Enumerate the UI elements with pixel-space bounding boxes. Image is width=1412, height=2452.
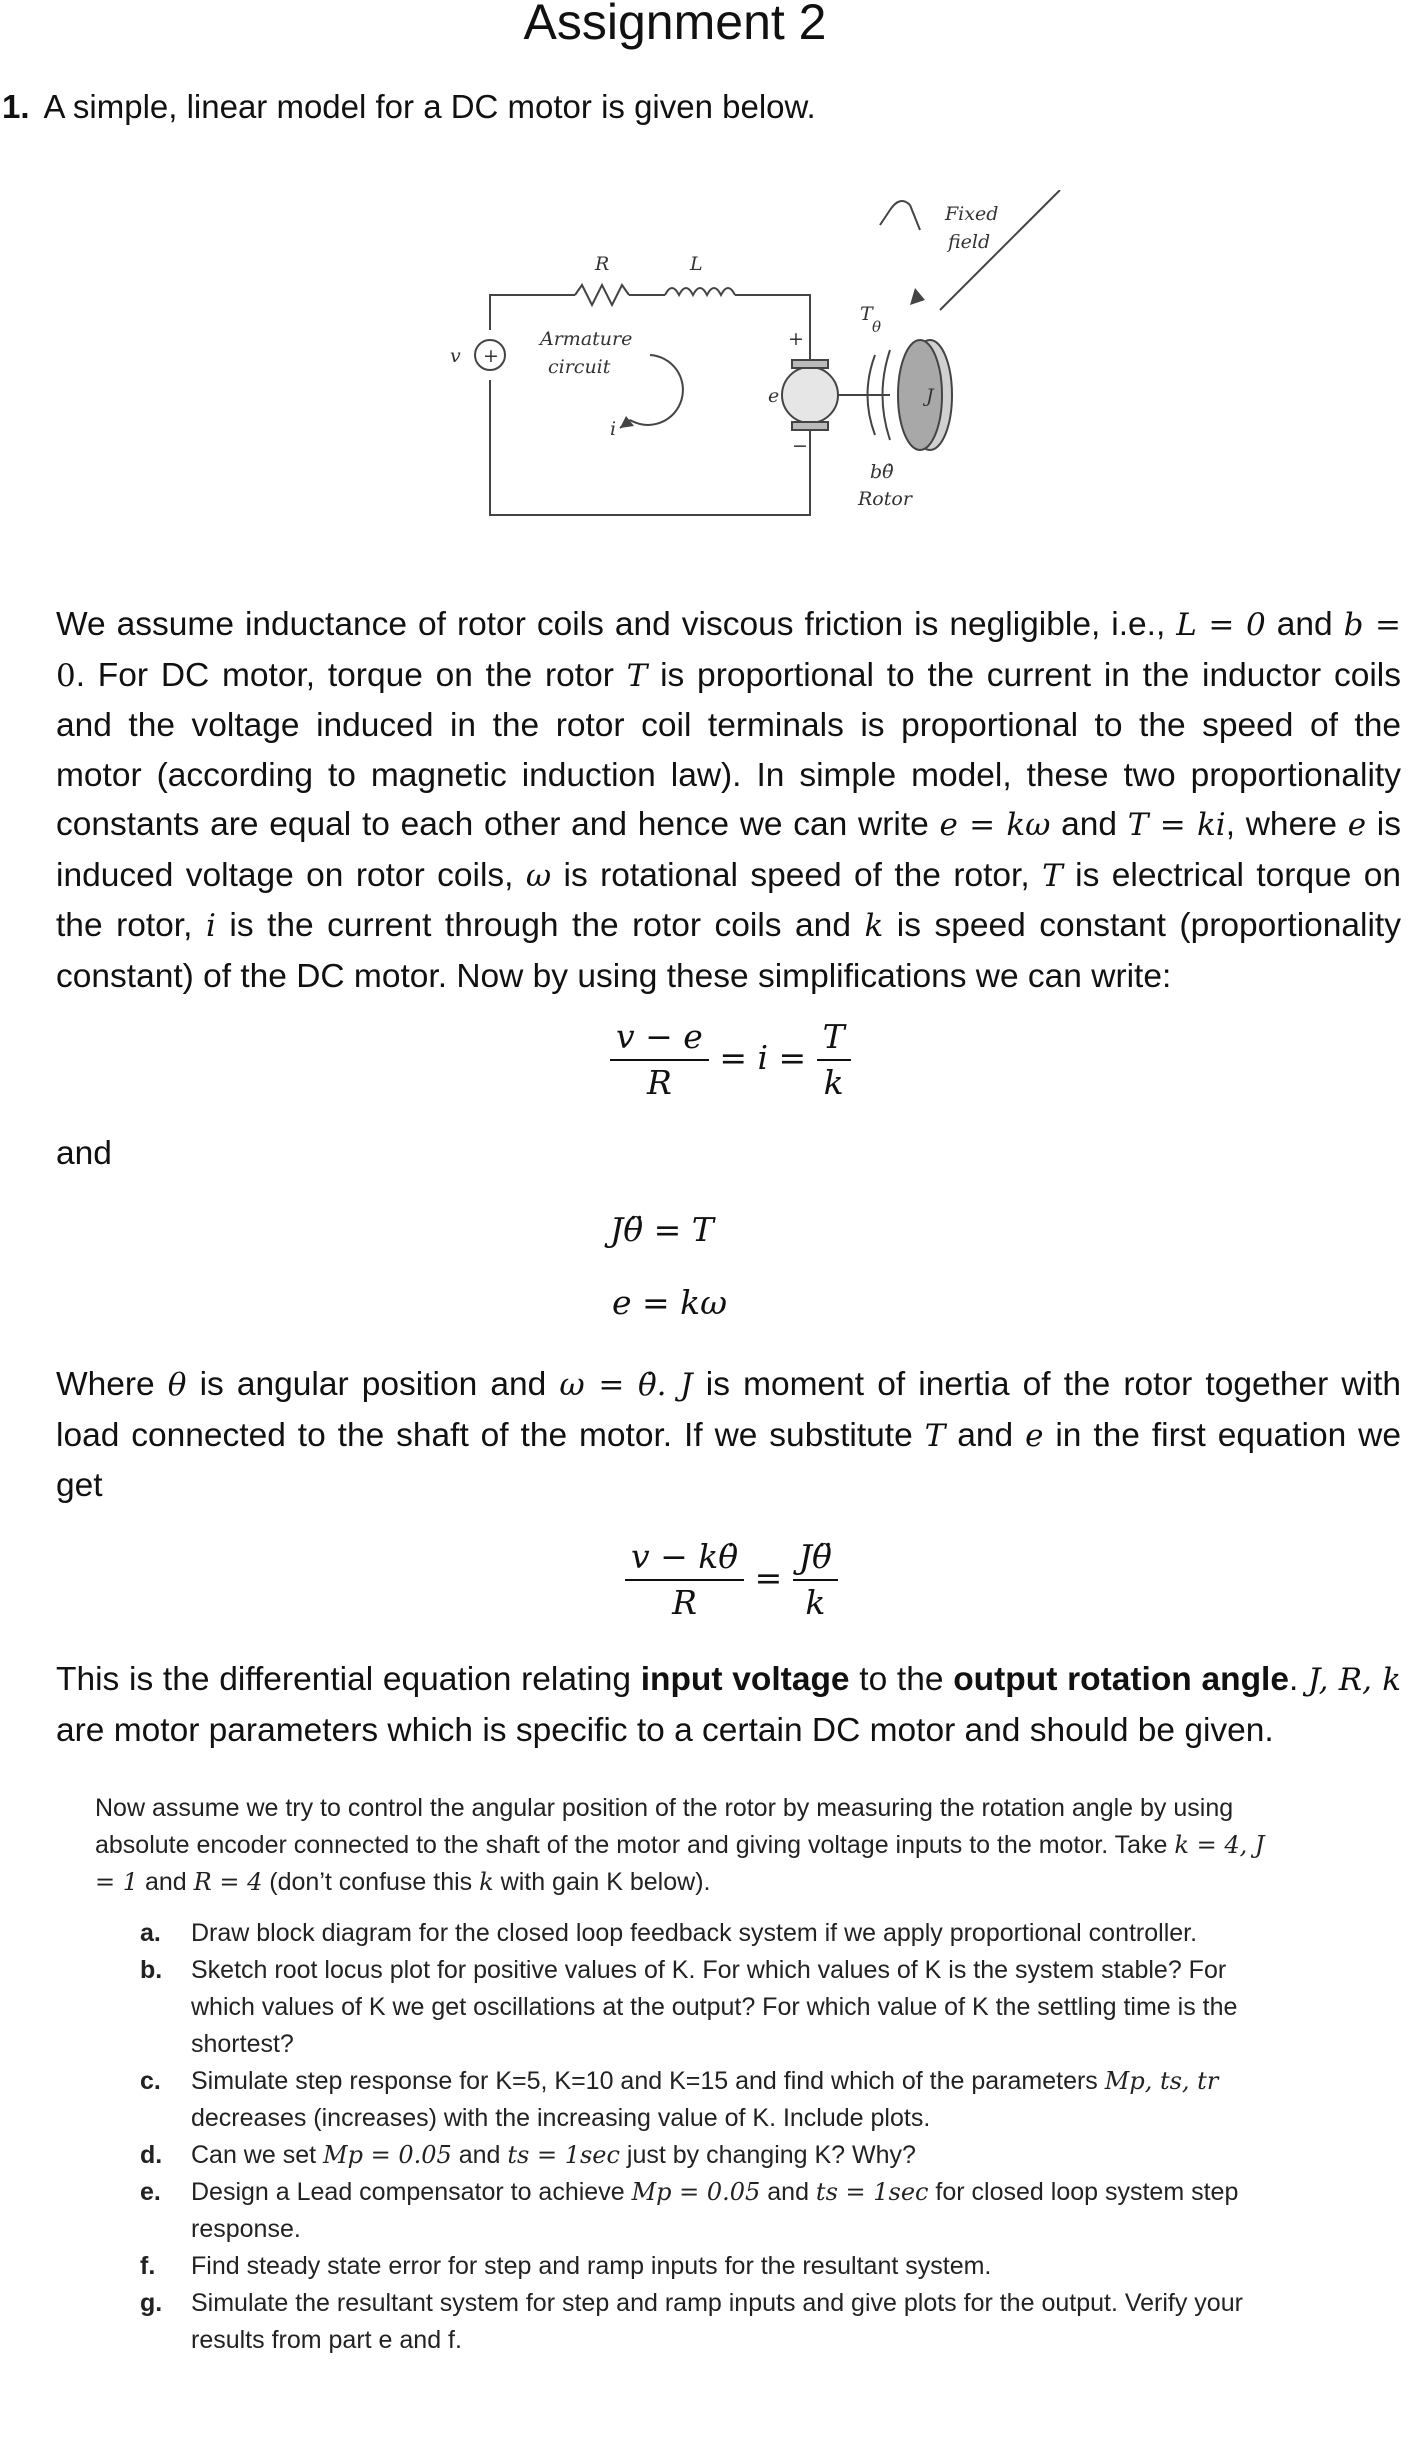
equation-torque: Jθ̈ = T xyxy=(610,1210,714,1249)
task-item-text: Sketch root locus plot for positive values of K. For which values of K is the system stable? For which values of K we get oscillations at the output? For which value of K the settling time is the shortest? xyxy=(191,1956,1238,2058)
p1-text: . For DC motor, torque on the rotor xyxy=(75,656,627,694)
eq1-numerator: v − e xyxy=(610,1015,709,1061)
eq4-denominator: R xyxy=(672,1583,697,1622)
p1-math: e = kω xyxy=(939,807,1051,843)
p1-text: constants are equal to each other and hence we can write xyxy=(56,806,940,843)
task-item-text: and xyxy=(760,2178,816,2206)
label-field: field xyxy=(948,231,991,253)
p3-text: This is the differential equation relating xyxy=(56,1661,641,1698)
label-minus: − xyxy=(792,435,808,457)
task-item-label: b. xyxy=(140,1956,163,1984)
label-e: e xyxy=(768,385,780,407)
p1-text: induced voltage on rotor coils, xyxy=(56,856,526,894)
eq4-denominator-2: k xyxy=(805,1583,826,1622)
p1-text: is proportional to the current in the inductor coils xyxy=(647,656,1401,694)
p1-text: , where xyxy=(1225,806,1348,843)
label-armature: Armature xyxy=(540,328,633,350)
label-friction: bθ̇ xyxy=(870,461,894,483)
eq1-denominator-2: k xyxy=(823,1063,844,1102)
task-item xyxy=(95,2063,1285,2137)
p1-text: We assume inductance of rotor coils and viscous friction is negligible, i.e., xyxy=(56,606,1177,643)
p1-text: and xyxy=(1265,606,1344,643)
label-rotor: Rotor xyxy=(858,488,912,510)
task-intro-math: k xyxy=(479,1868,494,1896)
task-item-text: Can we set xyxy=(191,2141,324,2169)
task-item-label: f. xyxy=(140,2252,156,2280)
label-v: v xyxy=(450,345,461,367)
task-item-label: g. xyxy=(140,2289,163,2317)
motor-symbol xyxy=(782,367,838,423)
p2-text: Where xyxy=(56,1366,168,1403)
task-item xyxy=(95,2174,1285,2248)
paragraph-differential-equation xyxy=(56,1655,1401,1755)
p1-text: constant) of the DC motor. Now by using these simplifications we can write: xyxy=(56,957,1172,995)
task-item-math: ts = 1sec xyxy=(815,2178,929,2206)
question-number: 1. xyxy=(2,88,30,125)
task-item-math: Mp, ts, tr xyxy=(1104,2067,1219,2095)
p2-text: is moment of inertia of the rotor together with xyxy=(692,1366,1402,1403)
task-item xyxy=(95,1915,1285,1952)
p1-math: e xyxy=(1347,807,1367,843)
dc-motor-diagram xyxy=(420,190,1090,560)
task-item-label: e. xyxy=(140,2178,161,2206)
p3-bold-input: input voltage xyxy=(640,1661,850,1698)
p1-text: is the current through the rotor coils and xyxy=(215,907,865,944)
p3-bold-output: output rotation angle xyxy=(953,1661,1289,1698)
task-item-text: Simulate the resultant system for step and ramp inputs and give plots for the output. Verify your results from part e and f. xyxy=(191,2289,1243,2354)
eq1-middle: = i = xyxy=(719,1038,807,1077)
task-item xyxy=(95,1952,1285,2063)
label-T: T xyxy=(860,303,873,325)
task-item xyxy=(95,2248,1285,2285)
task-item-text: Design a Lead compensator to achieve xyxy=(191,2178,632,2206)
p2-text: load connected to the shaft of the motor. If we substitute xyxy=(56,1416,925,1454)
eq4-numerator-2: Jθ̈ xyxy=(793,1535,838,1581)
task-item-text: for closed loop system step response. xyxy=(191,2178,1239,2243)
task-section xyxy=(95,1790,1285,2359)
label-L: L xyxy=(690,253,703,275)
task-item xyxy=(95,2137,1285,2174)
p2-text: in the first equation we xyxy=(1043,1416,1401,1454)
label-i: i xyxy=(610,418,617,440)
task-item-text: Draw block diagram for the closed loop feedback system if we apply proportional controller. xyxy=(191,1919,1198,1947)
task-item-math: ts = 1sec xyxy=(507,2141,620,2169)
eq4-numerator: v − kθ̇ xyxy=(625,1535,744,1581)
task-item-text: just by changing K? Why? xyxy=(619,2141,916,2169)
paragraph-assumptions xyxy=(56,600,1401,1001)
p3-text: are motor parameters which is specific to a certain DC motor and should be given. xyxy=(56,1711,1274,1749)
paragraph-substitution xyxy=(56,1360,1401,1511)
p2-math: ω = θ̇. J xyxy=(559,1367,693,1403)
p3-text: to the xyxy=(849,1661,954,1698)
task-intro-text: Now assume we try to control the angular position of the rotor by measuring the rotation angle by using absolute encoder connected to the shaft of the motor and giving voltage inputs to the motor. Take xyxy=(95,1794,1234,1859)
task-item-text: Find steady state error for step and ramp inputs for the resultant system. xyxy=(191,2252,992,2280)
p3-text: . xyxy=(1288,1661,1309,1698)
label-R: R xyxy=(595,253,610,275)
question-statement: A simple, linear model for a DC motor is given below. xyxy=(43,88,816,125)
inductor-symbol xyxy=(665,288,735,295)
task-item-label: d. xyxy=(140,2141,163,2169)
task-intro-math: R = 4 xyxy=(193,1868,263,1896)
label-source-plus: + xyxy=(483,345,499,367)
p1-text: is electrical torque on xyxy=(1062,856,1401,894)
p1-text: and xyxy=(1050,806,1128,843)
task-intro-text: with gain K below). xyxy=(493,1868,711,1896)
p2-math: e xyxy=(1025,1417,1044,1454)
p1-text: is speed constant (proportionality xyxy=(883,907,1401,944)
equation-emf: e = kω xyxy=(612,1283,728,1322)
p1-math: b = xyxy=(1343,607,1401,643)
p2-text: get xyxy=(56,1467,103,1504)
label-fixed: Fixed xyxy=(945,203,999,225)
p1-math: 0 xyxy=(56,657,76,694)
p1-text: the rotor, xyxy=(56,907,206,944)
equation-ohm xyxy=(610,1015,851,1105)
task-item-math: Mp = 0.05 xyxy=(323,2141,452,2169)
task-item-text: and xyxy=(451,2141,508,2169)
task-list xyxy=(95,1915,1285,2359)
p1-text: and the voltage induced in the rotor coil terminals is proportional to the speed of the xyxy=(56,707,1401,744)
p1-text: is xyxy=(1366,806,1402,843)
task-item xyxy=(95,2285,1285,2359)
p1-math: L = 0 xyxy=(1176,607,1266,643)
label-theta: θ xyxy=(872,318,882,336)
task-intro-text: (don’t confuse this xyxy=(262,1868,480,1896)
p2-text: is angular position and xyxy=(186,1366,560,1403)
p1-math: T xyxy=(1042,857,1063,894)
label-plus: + xyxy=(788,328,804,350)
eq1-numerator-2: T xyxy=(817,1015,851,1061)
resistor-symbol xyxy=(575,285,629,305)
p1-math: i xyxy=(205,908,216,944)
and-text: and xyxy=(56,1135,112,1172)
task-item-label: a. xyxy=(140,1919,161,1947)
p2-text: and xyxy=(945,1416,1026,1454)
task-intro-math: k = 4, J = 1 xyxy=(95,1831,1265,1896)
task-item-label: c. xyxy=(140,2067,161,2095)
label-J: J xyxy=(926,385,934,407)
label-circuit: circuit xyxy=(548,356,611,378)
question-1 xyxy=(2,84,816,130)
task-item-text: Simulate step response for K=5, K=10 and K=15 and find which of the parameters xyxy=(191,2067,1105,2095)
p2-math: θ xyxy=(167,1367,187,1403)
p1-math: T xyxy=(626,657,648,694)
eq4-middle: = xyxy=(754,1558,783,1597)
p1-math: k xyxy=(864,908,884,944)
task-intro-text: and xyxy=(138,1868,194,1896)
p2-math: T xyxy=(924,1417,946,1454)
p1-math: ω xyxy=(525,857,552,894)
p1-text: is rotational speed of the rotor, xyxy=(551,856,1043,894)
p1-text: motor (according to magnetic induction law). In simple model, these two proportionality xyxy=(56,756,1401,794)
task-intro xyxy=(95,1790,1285,1901)
p3-math: J, R, k xyxy=(1308,1662,1401,1698)
eq1-denominator: R xyxy=(646,1063,672,1102)
task-item-math: Mp = 0.05 xyxy=(631,2178,761,2206)
equation-motor-dynamics xyxy=(625,1535,838,1625)
page-title: Assignment 2 xyxy=(523,0,827,50)
p1-math: T = ki xyxy=(1127,807,1226,843)
task-item-text: decreases (increases) with the increasing value of K. Include plots. xyxy=(191,2104,931,2132)
